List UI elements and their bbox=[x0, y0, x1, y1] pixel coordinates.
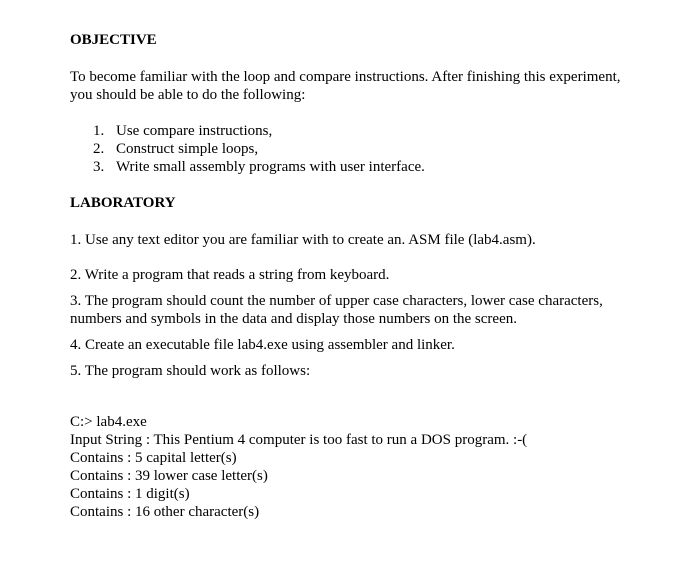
sample-output-line: Contains : 16 other character(s) bbox=[70, 504, 260, 520]
laboratory-heading: LABORATORY bbox=[70, 195, 176, 211]
lab-step-4: 4. Create an executable file lab4.exe using assembler and linker. bbox=[70, 337, 455, 353]
sample-output-line: Contains : 5 capital letter(s) bbox=[70, 450, 237, 466]
list-item-number: 1. bbox=[93, 123, 105, 139]
sample-output-line: Contains : 1 digit(s) bbox=[70, 486, 190, 502]
lab-step-1: 1. Use any text editor you are familiar with to create an. ASM file (lab4.asm). bbox=[70, 232, 536, 248]
lab-step-2: 2. Write a program that reads a string from keyboard. bbox=[70, 267, 390, 283]
sample-output-line: Contains : 39 lower case letter(s) bbox=[70, 468, 268, 484]
sample-output-line: C:> lab4.exe bbox=[70, 414, 147, 430]
objective-heading: OBJECTIVE bbox=[70, 32, 157, 48]
objective-intro-line-1: To become familiar with the loop and compare instructions. After finishing this experiment, bbox=[70, 69, 621, 85]
list-item-text: Use compare instructions, bbox=[116, 123, 273, 139]
objective-intro-line-2: you should be able to do the following: bbox=[70, 87, 306, 103]
lab-step-5: 5. The program should work as follows: bbox=[70, 363, 311, 379]
sample-output-line: Input String : This Pentium 4 computer is too fast to run a DOS program. :-( bbox=[70, 432, 528, 448]
list-item-number: 2. bbox=[93, 141, 105, 157]
list-item-text: Construct simple loops, bbox=[116, 141, 259, 157]
lab-step-3-line-1: 3. The program should count the number of upper case characters, lower case characters, bbox=[70, 293, 603, 309]
lab-step-3-line-2: numbers and symbols in the data and display those numbers on the screen. bbox=[70, 311, 517, 327]
list-item-text: Write small assembly programs with user interface. bbox=[116, 159, 425, 175]
list-item-number: 3. bbox=[93, 159, 105, 175]
